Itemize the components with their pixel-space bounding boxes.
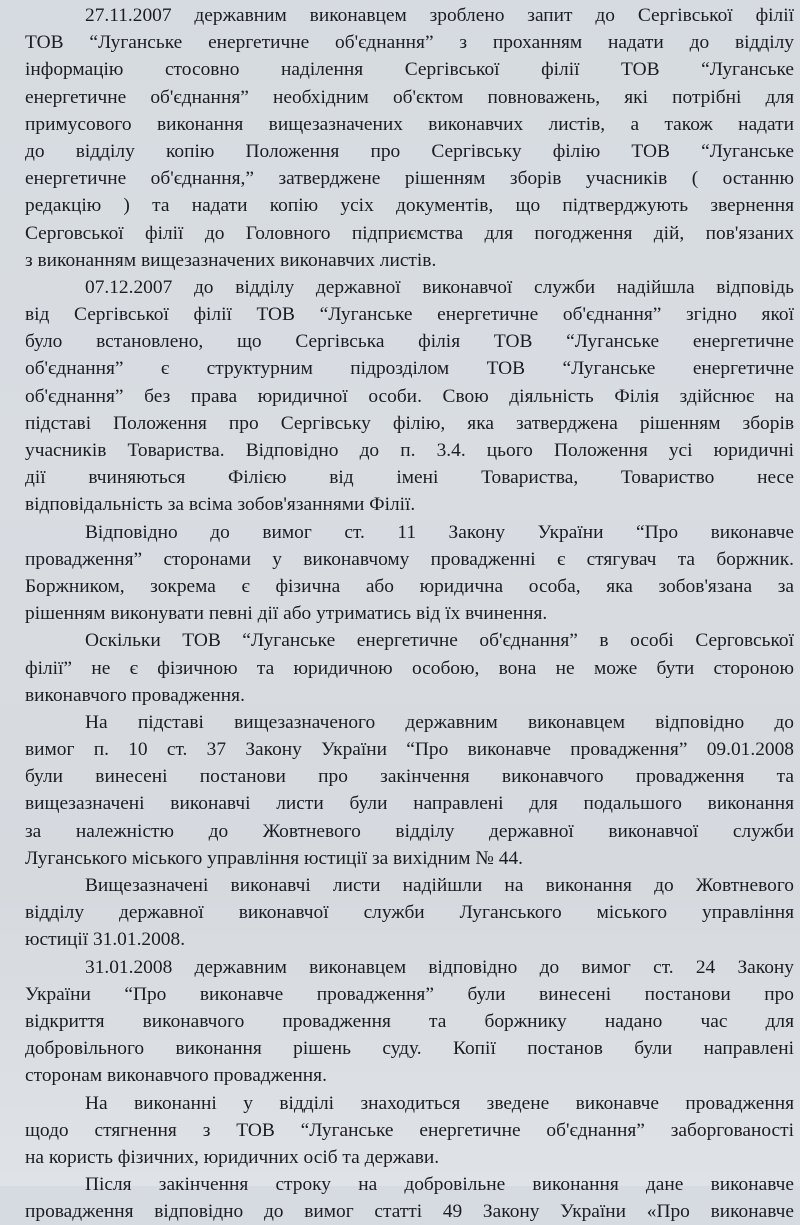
text-line: 31.01.2008 державним виконавцем відповідно до вимог ст. 24 Закону: [85, 956, 794, 978]
text-line: провадження” сторонами у виконавчому провадженні є стягувач та боржник.: [25, 548, 794, 570]
text-line: підставі Положення про Сергівську філію, яка затверджена рішенням зборів: [25, 412, 794, 434]
text-line: примусового виконання вищезазначених виконавчих листів, а також надати: [25, 113, 794, 135]
text-line: за належністю до Жовтневого відділу державної виконавчої служби: [25, 820, 794, 842]
text-line: сторонам виконавчого провадження.: [25, 1065, 327, 1087]
text-line: Відповідно до вимог ст. 11 Закону України “Про виконавче: [85, 521, 794, 543]
text-line: Луганського міського управління юстиції за вихідним № 44.: [25, 847, 524, 869]
paragraph-consolidated-proceedings: [25, 1090, 794, 1172]
text-line: Серговської філії до Головного підприємства для погодження дій, пов'язаних: [25, 222, 794, 244]
text-line: з виконанням вищезазначених виконавчих листів.: [25, 249, 437, 271]
text-line: енергетичне об'єднання” необхідним об'єктом повноважень, які потрібні для: [25, 86, 794, 108]
text-line: були винесені постанови про закінчення виконавчого провадження та: [25, 766, 794, 788]
text-line: рішенням виконувати певні дії або утриматись від їх вчинення.: [25, 603, 548, 625]
text-line: енергетичне об'єднання,” затверджене рішенням зборів учасників ( останню: [25, 168, 794, 190]
paragraph-not-a-party: [25, 627, 794, 709]
text-line: вимог п. 10 ст. 37 Закону України “Про виконавче провадження” 09.01.2008: [25, 739, 794, 761]
text-line: провадження відповідно до вимог статті 49 Закону України «Про виконавче: [25, 1201, 794, 1223]
text-line: до відділу копію Положення про Сергівську філію ТОВ “Луганське: [25, 140, 794, 162]
text-line: На підставі вищезазначеного державним виконавцем відповідно до: [85, 711, 794, 733]
paragraph-proceedings-closed: [25, 709, 794, 872]
text-line: виконавчого провадження.: [25, 684, 245, 706]
text-line: дії вчиняються Філією від імені Товариства, Товариство несе: [25, 467, 794, 489]
text-line: було встановлено, що Сергівська філія ТОВ “Луганське енергетичне: [25, 331, 794, 353]
text-line: 07.12.2007 до відділу державної виконавчої служби надійшла відповідь: [85, 276, 794, 298]
text-line: Після закінчення строку на добровільне виконання дане виконавче: [85, 1174, 794, 1196]
text-line: інформацію стосовно наділення Сергівської філії ТОВ “Луганське: [25, 59, 794, 81]
text-line: редакцію ) та надати копію усіх документів, що підтверджують звернення: [25, 195, 794, 217]
paragraph-writs-received: [25, 872, 794, 954]
text-line: вищезазначені виконавчі листи були направлені для подальшого виконання: [25, 793, 794, 815]
text-line: від Сергівської філії ТОВ “Луганське енергетичне об'єднання” згідно якої: [25, 304, 794, 326]
paragraph-law-article-11: [25, 519, 794, 628]
text-line: відкриття виконавчого провадження та боржнику надано час для: [25, 1010, 794, 1032]
text-line: учасників Товариства. Відповідно до п. 3.4. цього Положення усі юридичні: [25, 440, 794, 461]
text-line: На виконанні у відділі знаходиться зведене виконавче провадження: [85, 1092, 794, 1114]
text-line: відповідальність за всіма зобов'язаннями Філії.: [25, 494, 416, 516]
text-line: на користь фізичних, юридичних осіб та держави.: [25, 1146, 440, 1168]
paragraph-proceedings-opened: [25, 954, 794, 1090]
text-line: об'єднання” без права юридичної особи. Свою діяльність Філія здійснює на: [25, 385, 794, 407]
text-line: 27.11.2007 державним виконавцем зроблено запит до Сергівської філії: [85, 5, 794, 26]
text-line: Вищезазначені виконавчі листи надійшли на виконання до Жовтневого: [85, 875, 794, 896]
text-line: Боржником, зокрема є фізична або юридична особа, яка зобов'язана за: [25, 575, 794, 597]
text-line: юстиції 31.01.2008.: [25, 929, 186, 951]
text-line: Оскільки ТОВ “Луганське енергетичне об'єднання” в особі Серговської: [85, 630, 794, 652]
paragraph-branch-response: [25, 274, 794, 519]
text-line: України “Про виконавче провадження” були винесені постанови про: [25, 983, 794, 1005]
text-line: добровільного виконання рішень суду. Копії постанов були направлені: [25, 1038, 794, 1060]
paragraph-after-voluntary-period: [25, 1171, 794, 1225]
text-line: щодо стягнення з ТОВ “Луганське енергетичне об'єднання” заборгованості: [25, 1119, 794, 1141]
paragraph-request-to-sergivska-branch: [25, 2, 794, 274]
text-line: відділу державної виконавчої служби Луганського міського управління: [25, 902, 794, 924]
text-line: філії” не є фізичною та юридичною особою, вона не може бути стороною: [25, 657, 794, 679]
text-line: ТОВ “Луганське енергетичне об'єднання” з проханням надати до відділу: [25, 32, 794, 54]
text-line: об'єднання” є структурним підрозділом ТОВ “Луганське енергетичне: [25, 358, 794, 380]
